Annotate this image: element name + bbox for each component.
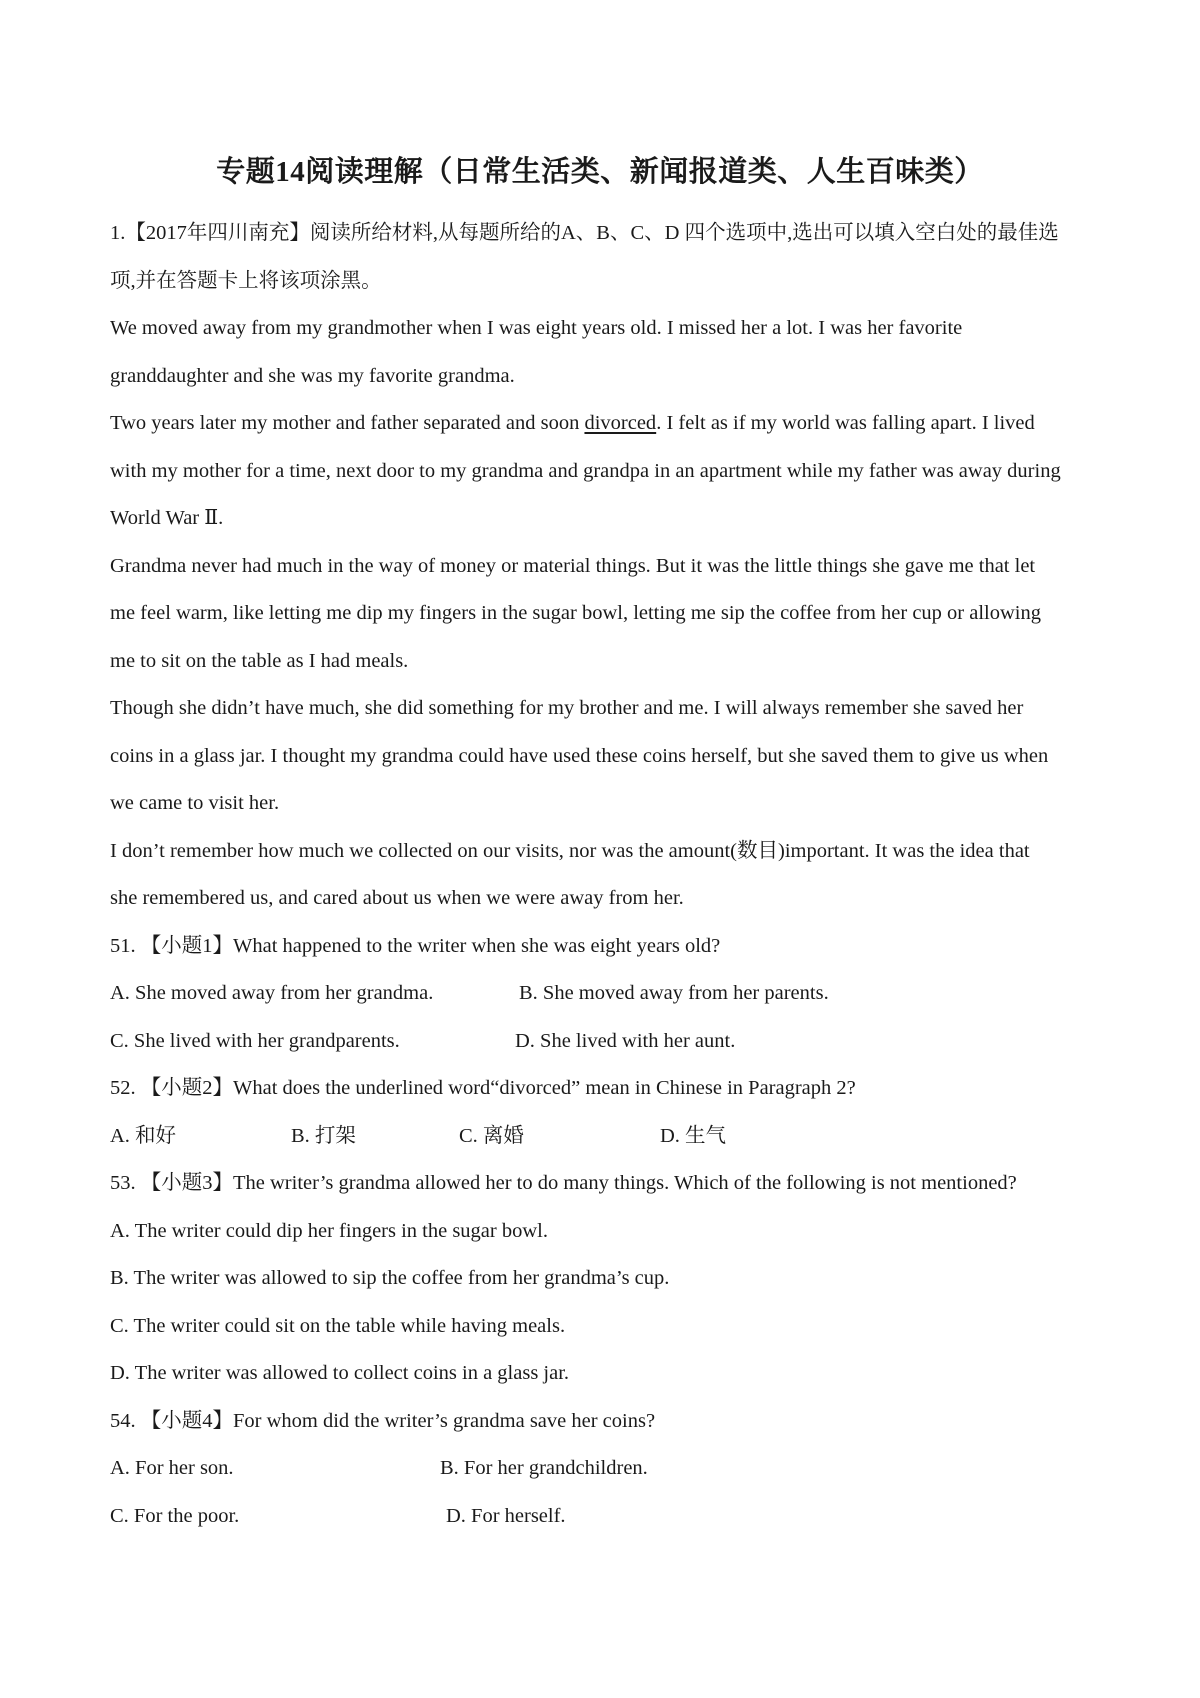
question-52-option-d: D. 生气 [660, 1124, 727, 1147]
question-53-option-d: D. The writer was allowed to collect coins in a glass jar. [110, 1362, 570, 1384]
question-54-stem: 54. 【小题4】For whom did the writer’s grandma save her coins? [110, 1409, 656, 1432]
text-segment: Two years later my mother and father separated and soon [110, 412, 585, 434]
question-51-option-d: D. She lived with her aunt. [515, 1029, 736, 1052]
text-segment: . I felt as if my world was falling apart. I lived [656, 412, 1035, 434]
question-54-options-row-2 [110, 1493, 1106, 1541]
question-51-option-a: A. She moved away from her grandma. [110, 982, 434, 1004]
page-title: 专题14阅读理解（日常生活类、新闻报道类、人生百味类） [216, 156, 984, 188]
question-51-option-c: C. She lived with her grandparents. [110, 1029, 400, 1052]
question-53-option-b: B. The writer was allowed to sip the coffee from her grandma’s cup. [110, 1267, 670, 1289]
question-54-options-row-1 [110, 1445, 1106, 1493]
question-52-option-a: A. 和好 [110, 1124, 177, 1147]
question-51-stem: 51. 【小题1】What happened to the writer when she was eight years old? [110, 934, 721, 957]
passage-p4-line-1: Though she didn’t have much, she did something for my brother and me. I will always remember she saved her [110, 697, 1024, 719]
question-52-options-row [110, 1113, 1106, 1161]
question-53-option-c: C. The writer could sit on the table while having meals. [110, 1314, 566, 1337]
question-53-stem: 53. 【小题3】The writer’s grandma allowed her to do many things. Which of the following is not mentioned? [110, 1172, 1017, 1194]
question-51-options-row-2 [110, 1018, 1106, 1066]
passage-p1-line-1: We moved away from my grandmother when I was eight years old. I missed her a lot. I was her favorite [110, 317, 963, 339]
document-body [110, 210, 1106, 1540]
passage-p3-line-2: me feel warm, like letting me dip my fingers in the sugar bowl, letting me sip the coffee from her cup or allowing [110, 602, 1041, 624]
question-53-option-a: A. The writer could dip her fingers in the sugar bowl. [110, 1219, 548, 1242]
question-54-option-a: A. For her son. [110, 1457, 234, 1479]
question-52-stem: 52. 【小题2】What does the underlined word“divorced” mean in Chinese in Paragraph 2? [110, 1077, 856, 1099]
question-52-option-c: C. 离婚 [459, 1124, 524, 1147]
question-51-options-row-1 [110, 970, 1106, 1018]
passage-p4-line-3: we came to visit her. [110, 792, 280, 814]
passage-p2-line-3: World War Ⅱ. [110, 507, 224, 529]
passage-p3-line-1: Grandma never had much in the way of money or material things. But it was the little things she gave me that let [110, 554, 1036, 577]
passage-p2-line-1 [110, 400, 1106, 448]
intro-line-2: 项,并在答题卡上将该项涂黑。 [110, 269, 382, 292]
question-51-option-b: B. She moved away from her parents. [519, 982, 829, 1004]
passage-p3-line-3: me to sit on the table as I had meals. [110, 649, 409, 672]
intro-line-1: 1.【2017年四川南充】阅读所给材料,从每题所给的A、B、C、D 四个选项中,选出可以填入空白处的最佳选 [110, 222, 1059, 244]
question-52-option-b: B. 打架 [291, 1124, 356, 1147]
passage-p4-line-2: coins in a glass jar. I thought my grandma could have used these coins herself, but she saved them to give us when [110, 744, 1049, 767]
passage-p1-line-2: granddaughter and she was my favorite grandma. [110, 364, 515, 387]
passage-p5-line-1: I don’t remember how much we collected on our visits, nor was the amount(数目)important. It was the idea that [110, 839, 1030, 862]
passage-p2-line-2: with my mother for a time, next door to my grandma and grandpa in an apartment while my father was away during [110, 459, 1061, 482]
question-54-option-d: D. For herself. [446, 1504, 566, 1527]
question-54-option-b: B. For her grandchildren. [440, 1457, 648, 1479]
underlined-word: divorced [584, 412, 657, 434]
question-54-option-c: C. For the poor. [110, 1504, 240, 1527]
passage-p5-line-2: she remembered us, and cared about us when we were away from her. [110, 887, 684, 909]
